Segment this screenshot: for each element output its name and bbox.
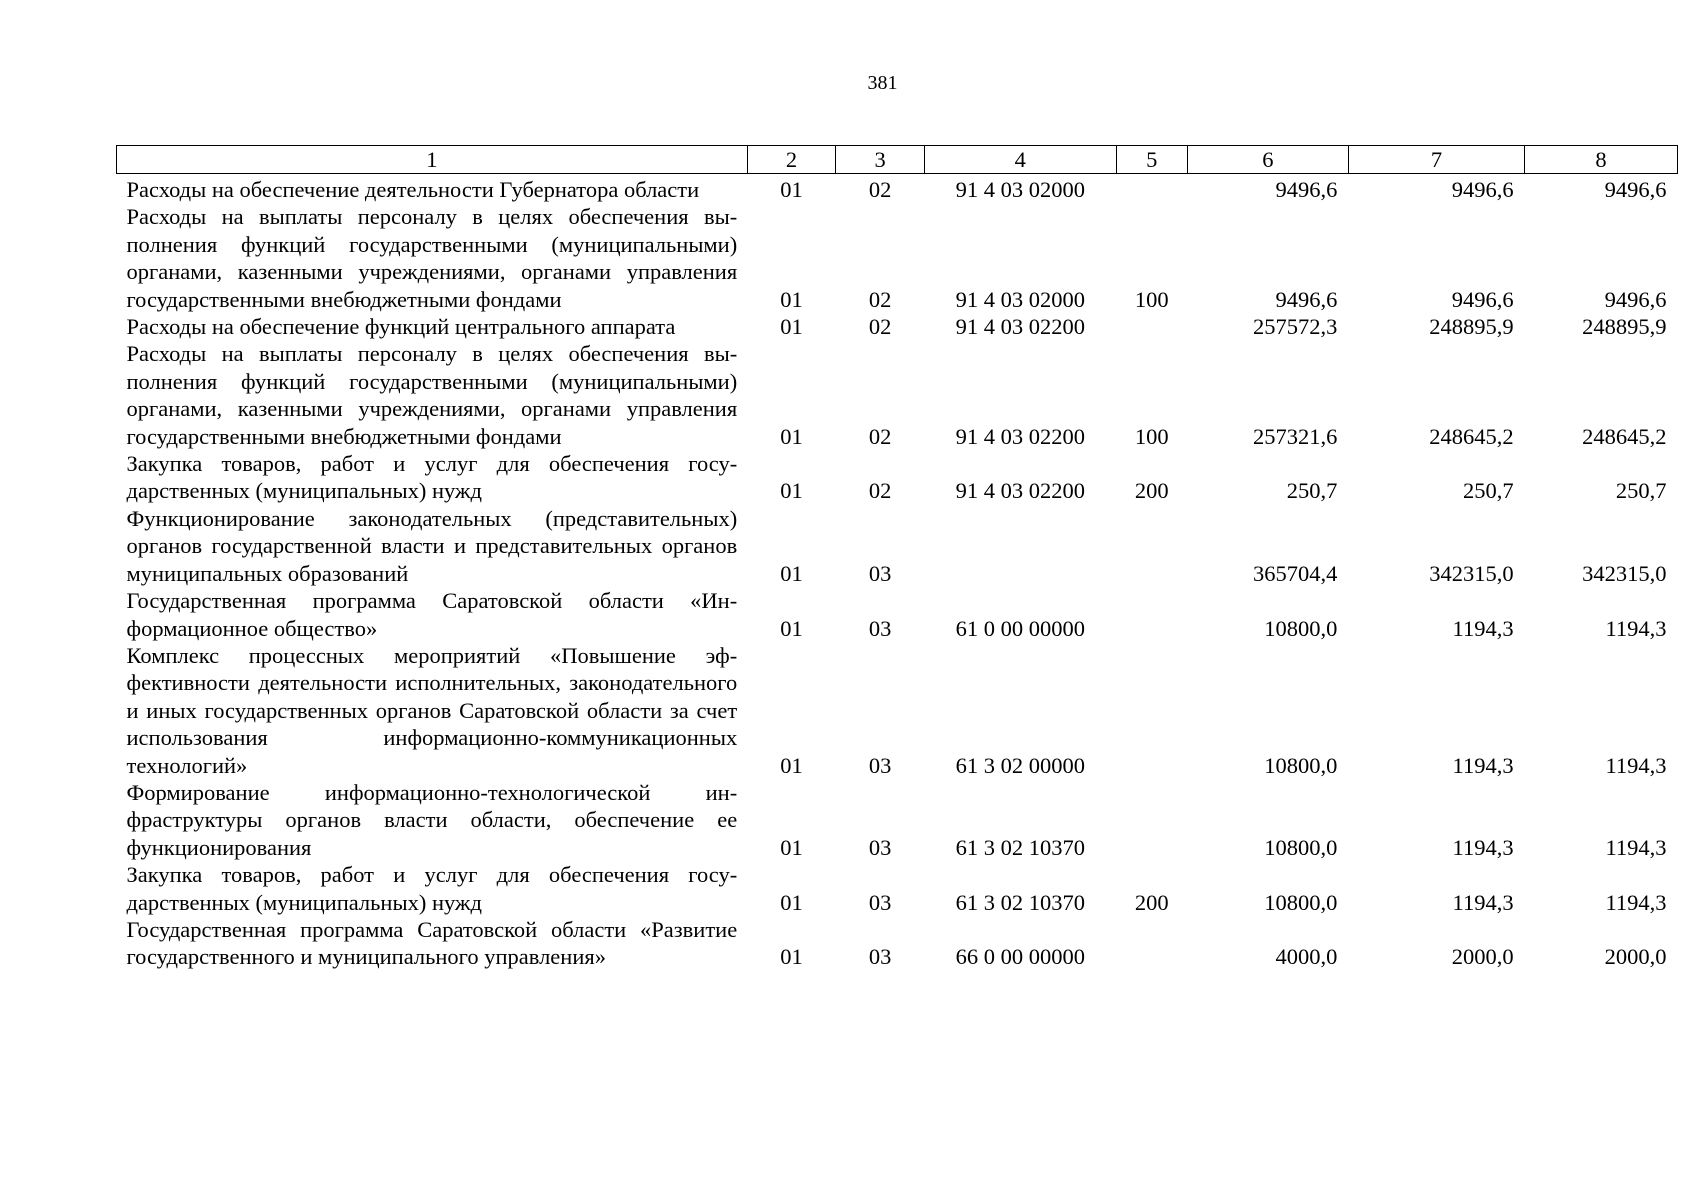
row-amount-6: 10800,0 xyxy=(1264,615,1338,641)
row-amount-6: 4000,0 xyxy=(1275,944,1338,970)
row-amount-8: 248895,9 xyxy=(1582,314,1667,340)
row-amount-8: 248645,2 xyxy=(1582,423,1667,449)
row-amount-7: 342315,0 xyxy=(1429,560,1514,586)
table-row xyxy=(117,313,1678,340)
row-expense-type: 200 xyxy=(1134,889,1169,915)
header-col-6: 6 xyxy=(1187,146,1348,174)
header-col-2: 2 xyxy=(747,146,836,174)
header-col-3: 3 xyxy=(836,146,925,174)
table-row xyxy=(117,203,1678,313)
row-expense-type: 100 xyxy=(1134,423,1169,449)
table-row xyxy=(117,642,1678,779)
row-amount-7: 9496,6 xyxy=(1451,286,1514,312)
row-expense-type xyxy=(1116,587,1187,642)
row-target-code: 61 3 02 10370 xyxy=(955,889,1085,915)
row-amount-8: 1194,3 xyxy=(1605,889,1667,915)
row-expense-type xyxy=(1116,313,1187,340)
row-expense-type xyxy=(1116,174,1187,204)
row-amount-7: 248645,2 xyxy=(1429,423,1514,449)
row-subsection: 03 xyxy=(868,944,892,970)
table-row xyxy=(117,779,1678,861)
row-target-code: 91 4 03 02000 xyxy=(955,177,1085,202)
row-amount-7: 1194,3 xyxy=(1452,889,1514,915)
table-row xyxy=(117,587,1678,642)
row-section: 01 xyxy=(780,752,803,778)
row-name: Закупка товаров, работ и услуг для обеспечения государственных (муниципальных) нужд xyxy=(126,451,738,504)
row-section: 01 xyxy=(780,615,803,641)
row-target-code: 91 4 03 02200 xyxy=(955,314,1085,340)
row-amount-6: 10800,0 xyxy=(1264,834,1338,860)
table-row xyxy=(117,340,1678,450)
row-name: Расходы на выплаты персоналу в целях обеспечения выполнения функций государственными (муниципальными) органами, казенными учреждениями, органами управления государственными внебюджетными фондами xyxy=(126,204,738,312)
row-amount-6: 257321,6 xyxy=(1252,423,1338,449)
row-expense-type xyxy=(1116,642,1187,779)
row-amount-8: 1194,3 xyxy=(1605,615,1667,641)
row-subsection: 02 xyxy=(868,286,892,312)
row-target-code: 61 0 00 00000 xyxy=(955,615,1085,641)
header-col-8: 8 xyxy=(1525,146,1678,174)
header-col-5: 5 xyxy=(1116,146,1187,174)
row-subsection: 02 xyxy=(868,478,892,504)
row-amount-6: 250,7 xyxy=(1286,478,1338,504)
row-subsection: 02 xyxy=(868,314,892,340)
row-amount-6: 10800,0 xyxy=(1264,889,1338,915)
row-section: 01 xyxy=(780,314,803,340)
row-amount-7: 2000,0 xyxy=(1451,944,1514,970)
table-row xyxy=(117,174,1678,204)
row-amount-8: 342315,0 xyxy=(1582,560,1667,586)
budget-table xyxy=(116,145,1678,971)
header-col-7: 7 xyxy=(1348,146,1524,174)
table-row xyxy=(117,861,1678,916)
row-target-code: 61 3 02 10370 xyxy=(955,834,1085,860)
row-subsection: 03 xyxy=(868,752,892,778)
row-target-code: 91 4 03 02200 xyxy=(955,423,1085,449)
row-name: Расходы на обеспечение деятельности Губернатора области xyxy=(126,177,700,202)
row-amount-7: 248895,9 xyxy=(1429,314,1514,340)
row-section: 01 xyxy=(780,944,803,970)
table-row xyxy=(117,916,1678,971)
row-amount-6: 10800,0 xyxy=(1264,752,1338,778)
row-section: 01 xyxy=(780,834,803,860)
row-name: Государственная программа Саратовской области «Развитие государственного и муниципального управления» xyxy=(126,916,738,970)
row-amount-7: 1194,3 xyxy=(1452,752,1514,778)
table-row xyxy=(117,450,1678,505)
row-section: 01 xyxy=(780,478,803,504)
row-target-code: 66 0 00 00000 xyxy=(955,944,1085,970)
row-amount-7: 9496,6 xyxy=(1451,177,1514,202)
row-amount-8: 9496,6 xyxy=(1604,177,1667,202)
row-section: 01 xyxy=(780,423,803,449)
row-amount-8: 250,7 xyxy=(1615,478,1667,504)
row-name: Функционирование законодательных (представительных) органов государственной власти и представительных органов муниципальных образований xyxy=(126,505,738,586)
row-amount-6: 9496,6 xyxy=(1275,177,1338,202)
row-section: 01 xyxy=(780,177,803,202)
row-name: Расходы на выплаты персоналу в целях обеспечения выполнения функций государственными (муниципальными) органами, казенными учреждениями, органами управления государственными внебюджетными фондами xyxy=(126,341,738,449)
row-name: Государственная программа Саратовской области «Информационное общество» xyxy=(126,588,738,641)
row-subsection: 02 xyxy=(868,423,892,449)
row-amount-8: 9496,6 xyxy=(1604,286,1667,312)
row-amount-6: 9496,6 xyxy=(1275,286,1338,312)
row-expense-type xyxy=(1116,916,1187,971)
row-amount-6: 365704,4 xyxy=(1252,560,1338,586)
row-name: Расходы на обеспечение функций центрального аппарата xyxy=(126,314,676,340)
row-name: Комплекс процессных мероприятий «Повышение эффективности деятельности исполнительных, законодательного и иных государственных органов Саратовской области за счет использования информационно-коммуникационных технологий» xyxy=(126,642,738,778)
row-section: 01 xyxy=(780,889,803,915)
row-subsection: 03 xyxy=(868,834,892,860)
row-section: 01 xyxy=(780,286,803,312)
row-amount-7: 1194,3 xyxy=(1452,615,1514,641)
row-name: Формирование информационно-технологической инфраструктуры органов власти области, обеспечение ее функционирования xyxy=(126,779,738,860)
row-target-code xyxy=(924,505,1116,587)
row-subsection: 03 xyxy=(868,615,892,641)
row-amount-8: 1194,3 xyxy=(1605,752,1667,778)
row-section: 01 xyxy=(780,560,803,586)
row-name: Закупка товаров, работ и услуг для обеспечения государственных (муниципальных) нужд xyxy=(126,862,738,915)
row-target-code: 91 4 03 02200 xyxy=(955,478,1085,504)
row-expense-type xyxy=(1116,779,1187,861)
row-amount-7: 250,7 xyxy=(1462,478,1514,504)
page-number: 381 xyxy=(867,72,898,94)
table-row xyxy=(117,505,1678,587)
row-target-code: 91 4 03 02000 xyxy=(955,286,1085,312)
row-expense-type: 100 xyxy=(1134,286,1169,312)
row-subsection: 02 xyxy=(868,177,892,202)
row-subsection: 03 xyxy=(868,889,892,915)
row-subsection: 03 xyxy=(868,560,892,586)
header-row xyxy=(117,146,1678,174)
row-amount-8: 1194,3 xyxy=(1605,834,1667,860)
row-amount-7: 1194,3 xyxy=(1452,834,1514,860)
row-target-code: 61 3 02 00000 xyxy=(955,752,1085,778)
row-amount-6: 257572,3 xyxy=(1252,314,1338,340)
row-expense-type xyxy=(1116,505,1187,587)
header-col-1: 1 xyxy=(117,146,748,174)
header-col-4: 4 xyxy=(924,146,1116,174)
row-expense-type: 200 xyxy=(1134,478,1169,504)
row-amount-8: 2000,0 xyxy=(1604,944,1667,970)
